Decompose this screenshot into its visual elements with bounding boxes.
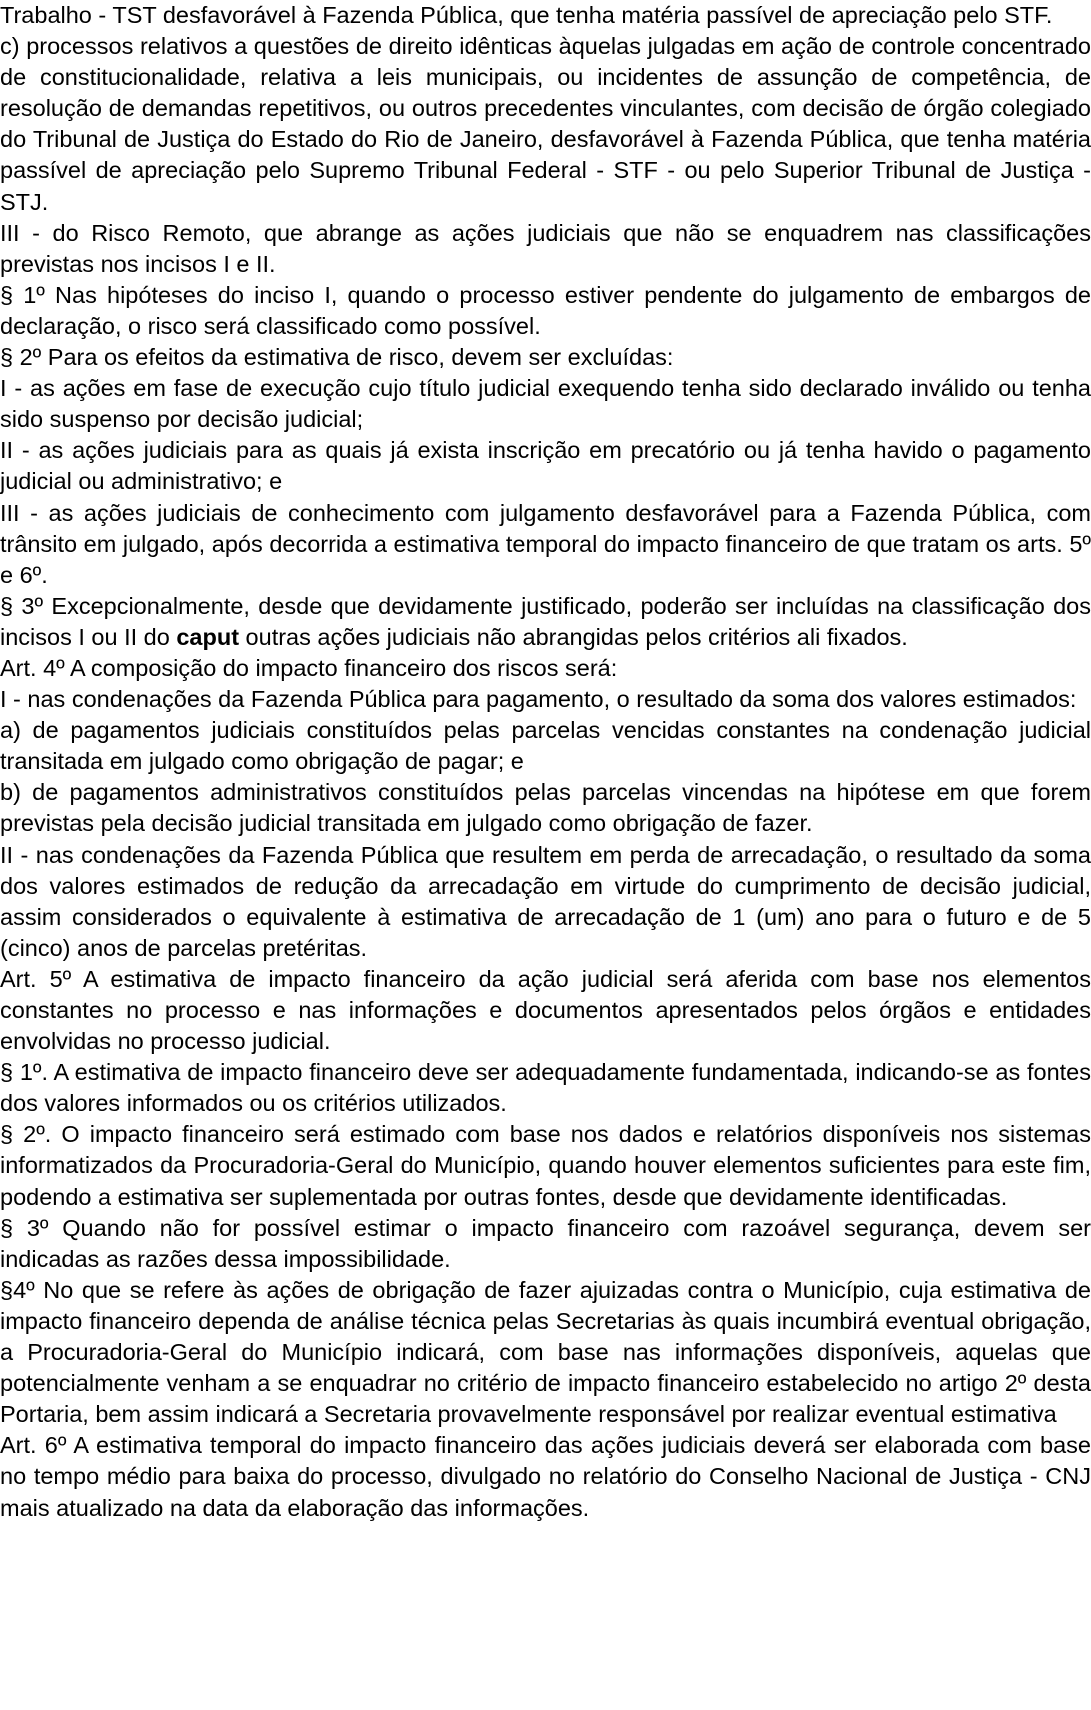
- paragraph-art-5-par-1: § 1º. A estimativa de impacto financeiro deve ser adequadamente fundamentada, indicando-se as fontes dos valores informados ou os critérios utilizados.: [0, 1059, 1091, 1117]
- paragraph-par-3: [0, 591, 1091, 653]
- paragraph-art-4-alinea-a: a) de pagamentos judiciais constituídos pelas parcelas vencidas constantes na condenação judicial transitada em julgado como obrigação de pagar; e: [0, 717, 1091, 775]
- paragraph-art-5-par-2: § 2º. O impacto financeiro será estimado com base nos dados e relatórios disponíveis nos sistemas informatizados da Procuradoria-Geral do Município, quando houver elementos suficientes para este fim, podendo a estimativa ser suplementada por outras fontes, desde que devidamente identificadas.: [0, 1121, 1091, 1210]
- paragraph-art-5-par-3: § 3º Quando não for possível estimar o impacto financeiro com razoável segurança, devem ser indicadas as razões dessa impossibilidade.: [0, 1214, 1091, 1272]
- paragraph-par-3-text-before: § 3º Excepcionalmente, desde que devidamente justificado, poderão ser incluídas na classificação dos incisos I ou II do: [0, 592, 1091, 650]
- paragraph-par-2-inciso-iii: III - as ações judiciais de conhecimento com julgamento desfavorável para a Fazenda Pública, com trânsito em julgado, após decorrida a estimativa temporal do impacto financeiro de que tratam os arts. 5º e 6º.: [0, 499, 1091, 588]
- paragraph-par-3-text-after: outras ações judiciais não abrangidas pelos critérios ali fixados.: [239, 623, 908, 650]
- paragraph-par-1: § 1º Nas hipóteses do inciso I, quando o processo estiver pendente do julgamento de embargos de declaração, o risco será classificado como possível.: [0, 281, 1091, 339]
- paragraph-alinea-c: c) processos relativos a questões de direito idênticas àquelas julgadas em ação de controle concentrado de constitucionalidade, relativa a leis municipais, ou incidentes de assunção de competência, de resolução de demandas repetitivos, ou outros precedentes vinculantes, com decisão de órgão colegiado do Tribunal de Justiça do Estado do Rio de Janeiro, desfavorável à Fazenda Pública, que tenha matéria passível de apreciação pelo Supremo Tribunal Federal - STF - ou pelo Superior Tribunal de Justiça - STJ.: [0, 33, 1091, 215]
- paragraph-art-4-alinea-b: b) de pagamentos administrativos constituídos pelas parcelas vincendas na hipótese em que forem previstas pela decisão judicial transitada em julgado como obrigação de fazer.: [0, 779, 1091, 837]
- paragraph-par-2-inciso-ii: II - as ações judiciais para as quais já exista inscrição em precatório ou já tenha havido o pagamento judicial ou administrativo; e: [0, 437, 1091, 495]
- paragraph-par-2: § 2º Para os efeitos da estimativa de risco, devem ser excluídas:: [0, 344, 674, 371]
- paragraph-tst-continuation: Trabalho - TST desfavorável à Fazenda Pública, que tenha matéria passível de apreciação pelo STF.: [0, 2, 1053, 28]
- paragraph-art-5: Art. 5º A estimativa de impacto financeiro da ação judicial será aferida com base nos elementos constantes no processo e nas informações e documentos apresentados pelos órgãos e entidades envolvidas no processo judicial.: [0, 965, 1091, 1055]
- paragraph-art-6: Art. 6º A estimativa temporal do impacto financeiro das ações judiciais deverá ser elaborada com base no tempo médio para baixa do processo, divulgado no relatório do Conselho Nacional de Justiça - CNJ mais atualizado na data da elaboração das informações.: [0, 1432, 1091, 1521]
- paragraph-art-4-inciso-i: I - nas condenações da Fazenda Pública para pagamento, o resultado da soma dos valores estimados:: [0, 686, 1077, 713]
- paragraph-art-4-inciso-ii: II - nas condenações da Fazenda Pública que resultem em perda de arrecadação, o resultado da soma dos valores estimados de redução da arrecadação em virtude do cumprimento de decisão judicial, assim considerados o equivalente à estimativa de arrecadação de 1 (um) ano para o futuro e de 5 (cinco) anos de parcelas pretéritas.: [0, 841, 1091, 961]
- paragraph-art-4: Art. 4º A composição do impacto financeiro dos riscos será:: [0, 654, 618, 681]
- paragraph-par-2-inciso-i: I - as ações em fase de execução cujo título judicial exequendo tenha sido declarado inválido ou tenha sido suspenso por decisão judicial;: [0, 375, 1091, 433]
- paragraph-inciso-iii-risco-remoto: III - do Risco Remoto, que abrange as ações judiciais que não se enquadrem nas classificações previstas nos incisos I e II.: [0, 219, 1091, 277]
- paragraph-par-3-caput-bold: caput: [176, 623, 240, 650]
- paragraph-art-5-par-4: §4º No que se refere às ações de obrigação de fazer ajuizadas contra o Município, cuja estimativa de impacto financeiro dependa de análise técnica pelas Secretarias às quais incumbirá eventual obrigação, a Procuradoria-Geral do Município indicará, com base nas informações disponíveis, aquelas que potencialmente venham a se enquadrar no critério de impacto financeiro estabelecido no artigo 2º desta Portaria, bem assim indicará a Secretaria provavelmente responsável por realizar eventual estimativa: [0, 1276, 1091, 1428]
